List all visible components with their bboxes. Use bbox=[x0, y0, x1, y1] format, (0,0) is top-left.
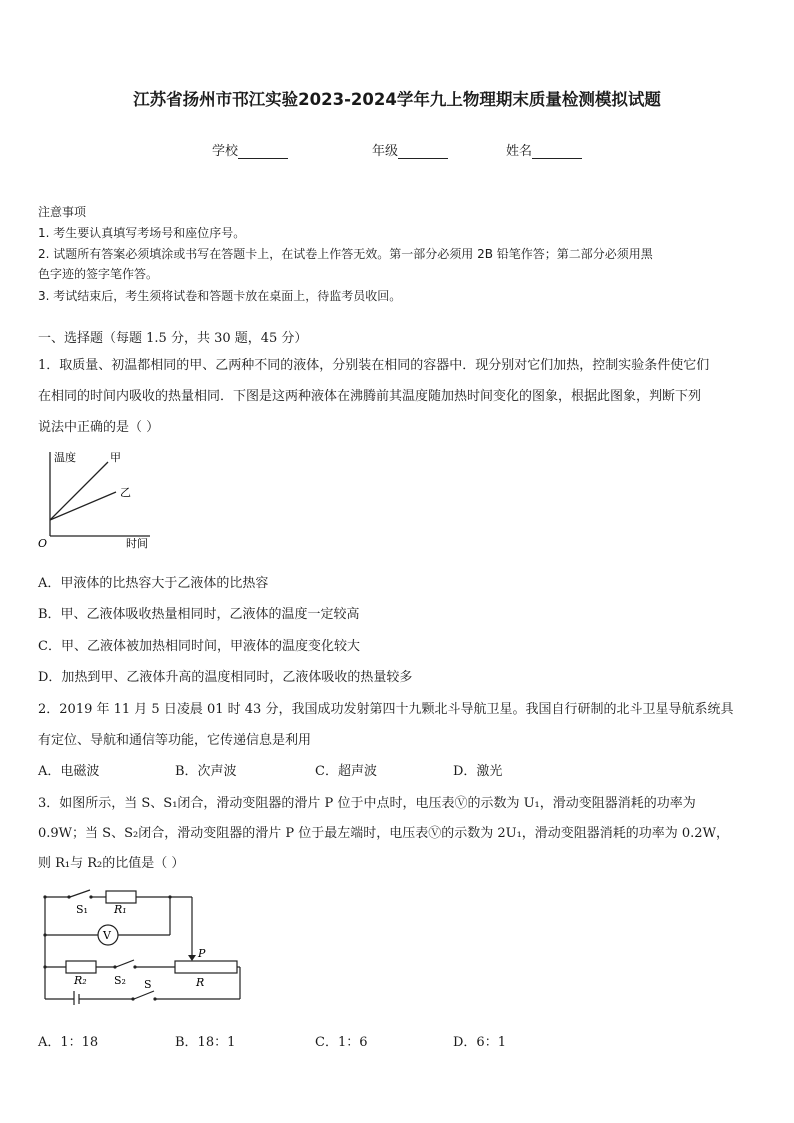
q2-option-c[interactable]: C．超声波 bbox=[315, 764, 377, 779]
notes-heading: 注意事项 bbox=[38, 205, 87, 219]
q2-option-d[interactable]: D．激光 bbox=[453, 764, 503, 779]
name-blank[interactable] bbox=[532, 144, 582, 159]
r-label: R bbox=[196, 976, 205, 989]
origin-label: O bbox=[38, 537, 48, 550]
section-heading: 一、选择题（每题 1.5 分，共 30 题，45 分） bbox=[38, 331, 308, 346]
q1-graph bbox=[32, 448, 162, 553]
name-label: 姓名 bbox=[506, 144, 533, 159]
voltmeter-label: V bbox=[103, 929, 111, 942]
switch-s1 bbox=[70, 890, 90, 897]
grade-blank[interactable] bbox=[398, 144, 448, 159]
q2-text: 2．2019 年 11 月 5 日凌晨 01 时 43 分，我国成功发射第四十九颗北斗导航卫星。我国自行研制的北斗卫星导航系统具 bbox=[38, 702, 734, 717]
q2-option-a[interactable]: A．电磁波 bbox=[38, 764, 100, 779]
q3-option-c[interactable]: C．1：6 bbox=[315, 1035, 368, 1050]
line-yi bbox=[50, 492, 116, 520]
q2-option-b[interactable]: B．次声波 bbox=[175, 764, 237, 779]
q2-text: 有定位、导航和通信等功能，它传递信息是利用 bbox=[38, 733, 312, 748]
grade-field[interactable] bbox=[372, 140, 448, 159]
resistor-r1 bbox=[106, 891, 136, 903]
school-field[interactable] bbox=[212, 140, 288, 159]
q3-circuit bbox=[40, 885, 245, 1005]
q1-option-b[interactable]: B．甲、乙液体吸收热量相同时，乙液体的温度一定较高 bbox=[38, 607, 360, 622]
q3-text: 0.9W；当 S、S₂闭合，滑动变阻器的滑片 P 位于最左端时，电压表Ⓥ的示数为 2U₁，滑动变阻器消耗的功率为 0.2W， bbox=[38, 826, 729, 841]
q3-text: 3．如图所示，当 S、S₁闭合，滑动变阻器的滑片 P 位于中点时，电压表Ⓥ的示数为 U₁，滑动变阻器消耗的功率为 bbox=[38, 796, 696, 811]
name-field[interactable] bbox=[506, 140, 582, 159]
page-title: 江苏省扬州市邗江实验2023-2024学年九上物理期末质量检测模拟试题 bbox=[133, 90, 661, 109]
line-jia bbox=[50, 462, 108, 520]
s1-label: S₁ bbox=[76, 903, 88, 916]
q3-text: 则 R₁与 R₂的比值是（ ） bbox=[38, 856, 185, 871]
r2-label: R₂ bbox=[74, 974, 87, 987]
q1-option-a[interactable]: A．甲液体的比热容大于乙液体的比热容 bbox=[38, 576, 269, 591]
q1-text: 说法中正确的是（ ） bbox=[38, 420, 160, 435]
p-label: P bbox=[198, 947, 206, 960]
rheostat-r bbox=[175, 961, 237, 973]
switch-s bbox=[134, 991, 154, 999]
line-yi-label: 乙 bbox=[120, 486, 131, 499]
school-blank[interactable] bbox=[238, 144, 288, 159]
line-jia-label: 甲 bbox=[110, 451, 121, 464]
q3-option-a[interactable]: A．1：18 bbox=[38, 1035, 99, 1050]
note-line: 2. 试题所有答案必须填涂或书写在答题卡上，在试卷上作答无效。第一部分必须用 2B 铅笔作答；第二部分必须用黑 bbox=[38, 247, 653, 261]
note-line: 色字迹的签字笔作答。 bbox=[38, 267, 159, 281]
slider-arrow bbox=[188, 955, 196, 961]
grade-label: 年级 bbox=[372, 144, 399, 159]
x-axis-label: 时间 bbox=[126, 537, 148, 550]
switch-s2 bbox=[116, 960, 134, 967]
q3-option-d[interactable]: D．6：1 bbox=[453, 1035, 506, 1050]
r1-label: R₁ bbox=[114, 903, 127, 916]
resistor-r2 bbox=[66, 961, 96, 973]
s2-label: S₂ bbox=[114, 974, 126, 987]
q1-option-d[interactable]: D．加热到甲、乙液体升高的温度相同时，乙液体吸收的热量较多 bbox=[38, 670, 413, 685]
q3-option-b[interactable]: B．18：1 bbox=[175, 1035, 236, 1050]
q1-text: 1．取质量、初温都相同的甲、乙两种不同的液体，分别装在相同的容器中．现分别对它们加热，控制实验条件使它们 bbox=[38, 358, 710, 373]
note-line: 1. 考生要认真填写考场号和座位序号。 bbox=[38, 226, 246, 240]
q1-text: 在相同的时间内吸收的热量相同．下图是这两种液体在沸腾前其温度随加热时间变化的图象，根据此图象，判断下列 bbox=[38, 389, 702, 404]
school-label: 学校 bbox=[212, 144, 239, 159]
note-line: 3. 考试结束后，考生须将试卷和答题卡放在桌面上，待监考员收回。 bbox=[38, 289, 402, 303]
q1-option-c[interactable]: C．甲、乙液体被加热相同时间，甲液体的温度变化较大 bbox=[38, 639, 360, 654]
s-label: S bbox=[144, 978, 152, 991]
y-axis-label: 温度 bbox=[54, 451, 76, 464]
